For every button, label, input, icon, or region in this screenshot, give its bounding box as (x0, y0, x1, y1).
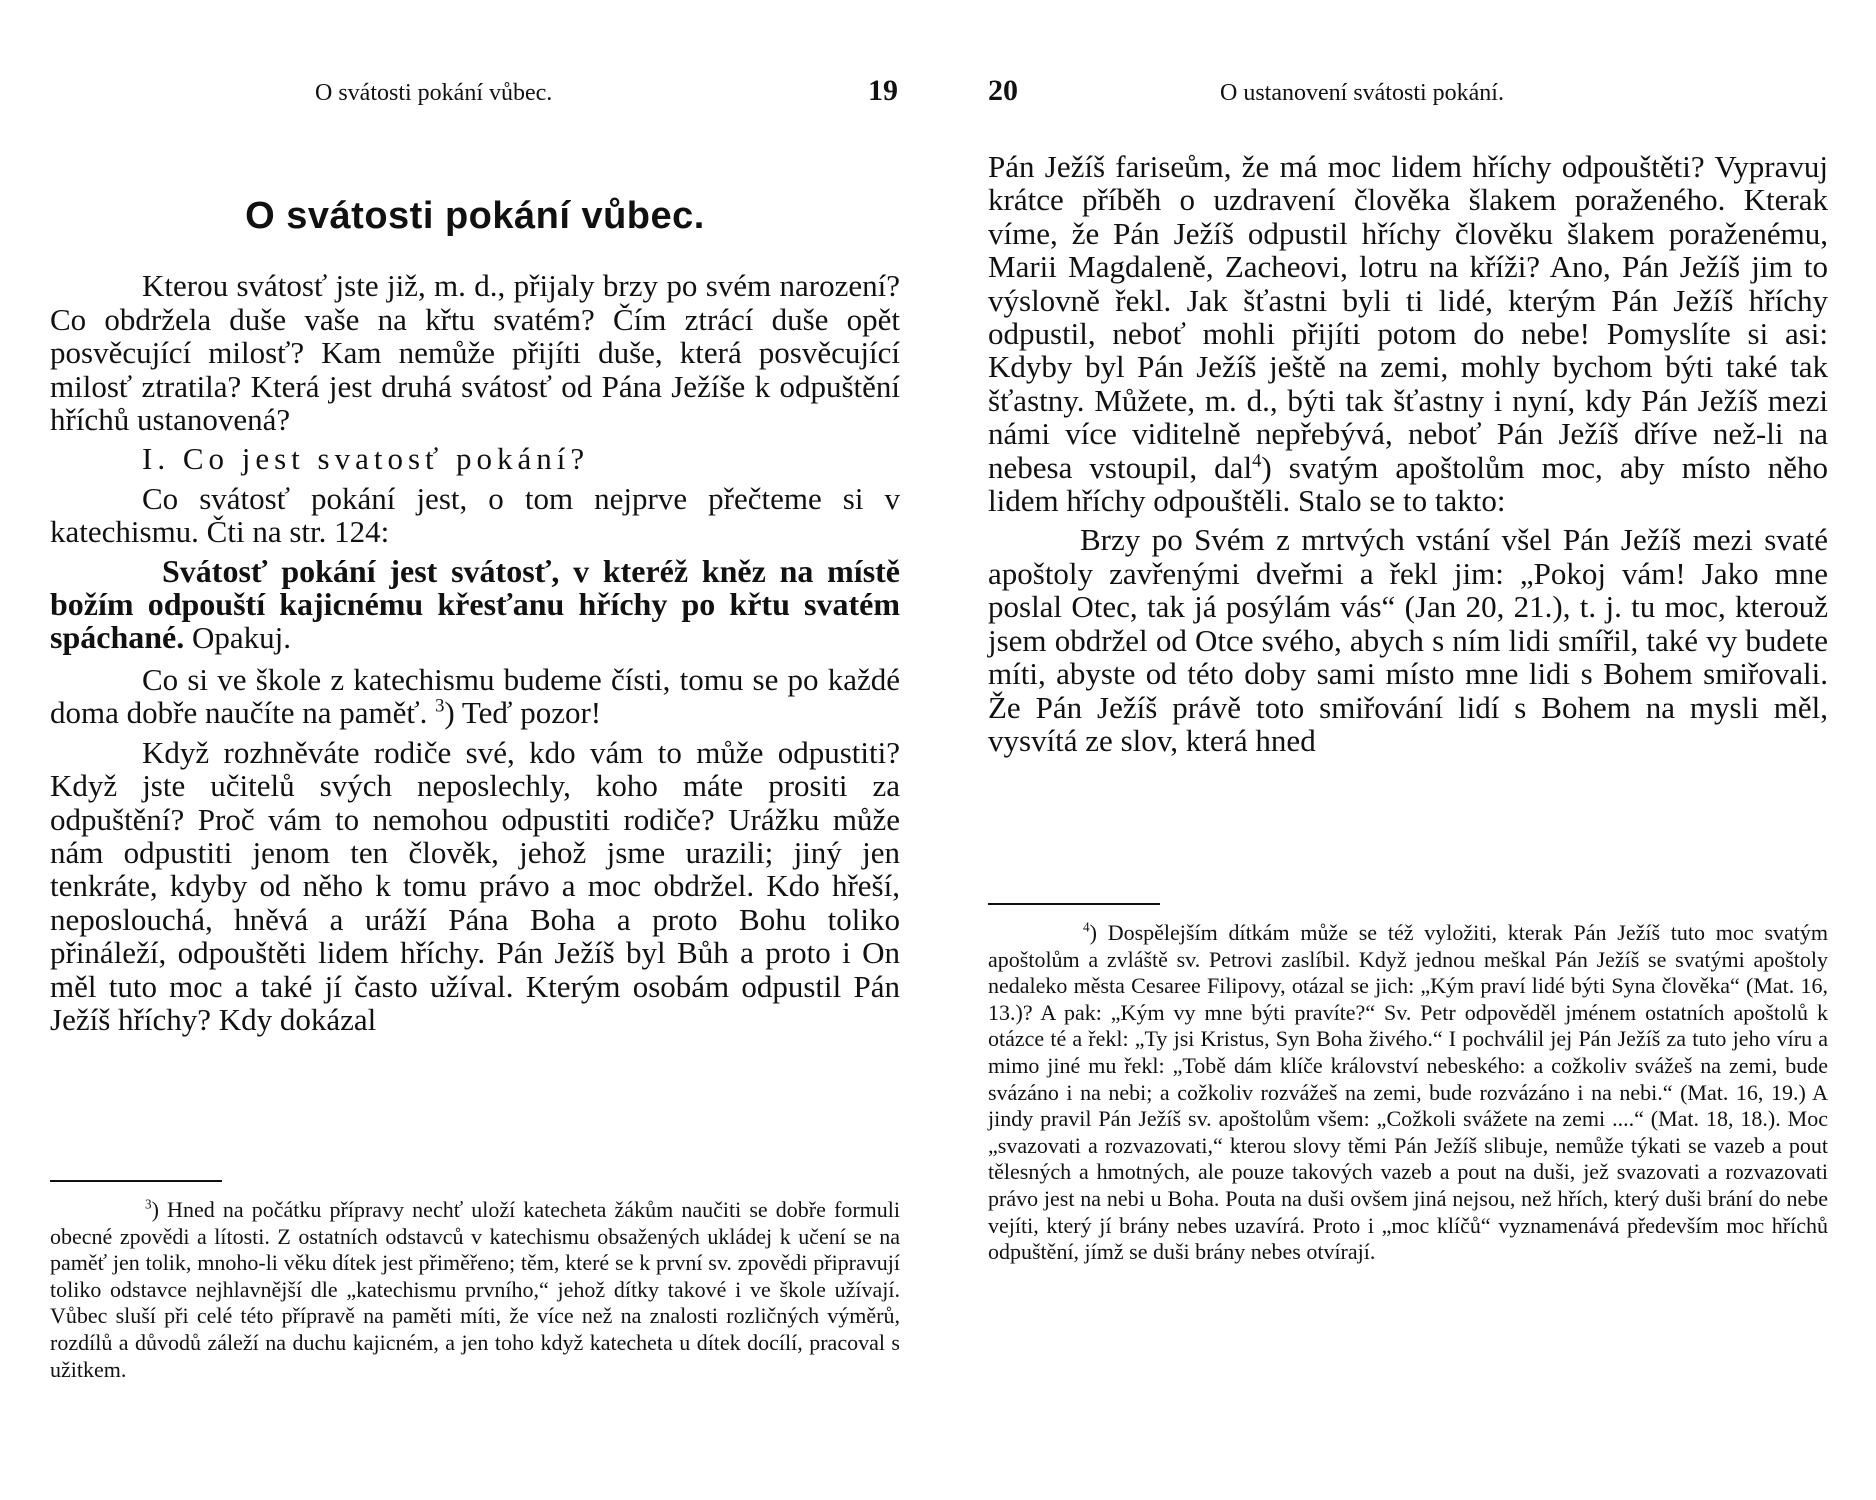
section-heading: I. Co jest svatosť pokání? (142, 441, 590, 477)
paragraph-continuation (988, 150, 1828, 517)
right-page (938, 0, 1876, 1500)
footnote-3-label: 3 (145, 1196, 152, 1212)
footnote-mark-3: 3 (435, 695, 445, 717)
paragraph-memory (50, 663, 900, 730)
right-body-text (988, 150, 1828, 757)
paragraph-continuation-text: Pán Ježíš fariseům, že má moc lidem hříchy odpouštěti? Vypravuj krátce příběh o uzdravení člověka šlakem poraženého. Kterak víme, že Pán Ježíš odpustil hříchy člověku šlakem poraženému, Marii Magdaleně, Zacheovi, lotru na kříži? Ano, Pán Ježíš jim to výslovně řekl. Jak šťastni byli ti lidé, kterým Pán Ježíš hříchy odpustil, neboť mohli přijíti potom do nebe! Pomyslíte si asi: Kdyby byl Pán Ježíš ještě na zemi, mohly bychom býti také tak šťastny. Můžete, m. d., býti tak šťastny i nyní, kdy Pán Ježíš mezi námi více viditelně nepřebývá, neboť Pán Ježíš dříve než-li na nebesa vstoupil, dal (988, 149, 1828, 485)
right-running-head (938, 74, 1876, 114)
right-running-head-title: O ustanovení svátosti pokání. (1220, 80, 1504, 106)
paragraph-forgiveness: Když rozhněváte rodiče své, kdo vám to může odpustiti? Když jste učitelů svých neposlechly, koho máte prositi za odpuštění? Proč vám to nemohou odpustiti rodiče? Urážku může nám odpustiti jenom ten člověk, jehož jsme urazili; jiný jen tenkráte, kdyby od něho k tomu právo a moc obdržel. Kdo hřeší, neposlouchá, hněvá a uráží Pána Boha a proto Bohu toliko přináleží, odpouštěti lidem hříchy. Pán Ježíš byl Bůh a proto i On měl tuto moc a také jí často užíval. Kterým osobám odpustil Pán Ježíš hříchy? Kdy dokázal (50, 734, 900, 1037)
left-footnote-rule (50, 1180, 222, 1182)
left-body-text (50, 195, 900, 1037)
right-footnote-rule (988, 903, 1160, 905)
footnote-mark-4: 4 (1252, 450, 1262, 472)
left-running-head-title: O svátosti pokání vůbec. (315, 80, 553, 106)
right-page-number: 20 (988, 74, 1018, 107)
definition (50, 552, 900, 656)
chapter-title: O svátosti pokání vůbec. (245, 195, 705, 237)
paragraph-resurrection: Brzy po Svém z mrtvých vstání všel Pán Ježíš mezi svaté apoštoly zavřenými dveřmi a řekl jim: „Pokoj vám! Jako mne poslal Otec, tak já posýlám vás“ (Jan 20, 21.), t. j. tu moc, kterouž jsem obdržel od Otce svého, abych s ním lidi smířil, také vy budete míti, abyste od této doby sami místo mne lidi s Bohem smiřovali. Že Pán Ježíš právě toto smiřování lidí s Bohem na mysli měl, vysvítá ze slov, která hned (988, 522, 1828, 758)
footnote-3-text: ) Hned na počátku přípravy nechť uloží katecheta žákům naučiti se dobře formuli obecné zpovědi a lítosti. Z ostatních odstavců v katechismu obsažených ukládej k učení se na paměť jen tolik, mnoho-li věku dítek jest přiměřeno; těm, které se k první sv. zpovědi připravují toliko odstavce nejhlavnější dle „katechismu prvního,“ jehož dítky takové i ve škole užívají. Vůbec sluší při celé této přípravě na paměti míti, že více než na znalosti rozličných výměrů, rozdílů a důvodů záleží na duchu kajicném, a jen toho když katecheta u dítek docílí, pracoval s užitkem. (50, 1197, 900, 1382)
paragraph-catechism-ref: Co svátosť pokání jest, o tom nejprve přečteme si v katechismu. Čti na str. 124: (50, 480, 900, 550)
left-running-head (0, 74, 938, 114)
footnote-3 (50, 1197, 900, 1383)
definition-tail: Opakuj. (184, 620, 292, 656)
definition-bold-text: Svátosť pokání jest svátosť, v kteréž kněz na místě božím odpouští kajicnému křesťanu hříchy po křtu svatém spáchané. (50, 552, 900, 656)
footnote-4-text: ) Dospělejším dítkám může se též vyložiti, kterak Pán Ježíš tuto moc svatým apoštolům a zvláště sv. Petrovi zaslíbil. Když jednou meškal Pán Ježíš se svatými apoštoly nedaleko města Cesaree Filipovy, otázal se jich: „Kým praví lidé býti Syna člověka“ (Mat. 16, 13.)? A pak: „Kým vy mne býti pravíte?“ Sv. Petr odpověděl jménem ostatních apoštolů k otázce té a řekl: „Ty jsi Kristus, Syn Boha živého.“ I pochválil jej Pán Ježíš za tuto jeho víru a mimo jiné mu řekl: „Tobě dám klíče království nebeského: a cožkoliv svážeš na zemi, bude svázáno i na nebi; a cožkoliv rozvážeš na zemi, bude rozvázáno i na nebi.“ (Mat. 16, 19.) A jindy pravil Pán Ježíš sv. apoštolům všem: „Cožkoli svážete na zemi ....“ (Mat. 18, 18.). Moc „svazovati a rozvazovati,“ kterou slovy těmi Pán Ježíš slibuje, nemůže týkati se vazeb a pout tělesných a hmotných, ale pouze takových vazeb a pout na duši, jež svazovati a rozvazovati právo jest na nebi u Boha. Pouta na duši ovšem jiná nejsou, než hřích, který duši brání do nebe vejíti, který jí brány nebes uzavírá. Proto i „moc klíčů“ vyznamenává především moc hříchů odpuštění, jímž se duši brány nebes otvírají. (988, 920, 1828, 1265)
left-page-number: 19 (868, 74, 898, 107)
footnote-4 (988, 920, 1828, 1266)
paragraph-memory-tail: ) Teď pozor! (444, 695, 602, 731)
paragraph-memory-text: Co si ve škole z katechismu budeme čísti, tomu se po každé doma dobře naučíte na paměť. (50, 661, 900, 731)
footnote-4-label: 4 (1083, 919, 1090, 935)
paragraph-intro-questions: Kterou svátosť jste již, m. d., přijaly brzy po svém narození? Co obdržela duše vaše na křtu svatém? Čím ztrácí duše opět posvěcující milosť? Kam nemůže přijíti duše, která posvěcující milosť ztratila? Která jest druhá svátosť od Pána Ježíše k odpuštění hříchů ustanovená? (50, 268, 900, 438)
paragraph-continuation-tail: ) svatým apoštolům moc, aby místo něho lidem hříchy odpouštěli. Stalo se to takto: (988, 449, 1828, 519)
